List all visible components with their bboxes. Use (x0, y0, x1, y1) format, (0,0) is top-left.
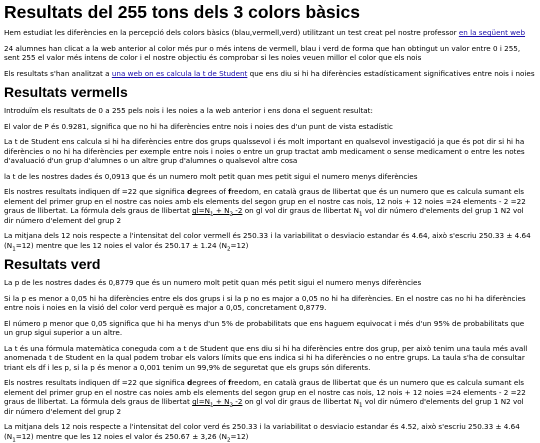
red-dof-formula: $gl=N_1 + N_2$ -2 (192, 206, 243, 218)
red-result: la t de les nostres dades és 0,0913 que és un numero molt petit quan mes petit sigui el numero menys diferències (4, 171, 418, 181)
section-heading-red: Resultats vermells (4, 84, 128, 100)
intro-link[interactable]: en la següent web (458, 28, 526, 37)
red-intro: Introduïm els resultats de 0 a 255 pels nois i les noies a la web anterior i ens dona el seguent resultat: (4, 106, 373, 115)
intro-text: Hem estudiat les diferències en la percepció dels colors bàsics (blau,vermell,verd) utilitzant un test creat pel nostre professor (4, 28, 459, 37)
green-t-table: La t és una fórmula matemàtica coneguda com a t de Student que ens diu si hi ha diferències entre dos grup, per això tenim una taula més avall anomenada t de Student en la qual podem trobar els valors límits que ens indica si hi ha diferències o no entre grups. La taula s'ha de consultar triant els df i les p, si la p és menor a 0,001 tenim un 99,9% de seguretat que els grups són diferents. (4, 343, 528, 372)
analysis-link[interactable]: una web on es calcula la t de Student (111, 68, 248, 78)
participants-paragraph: 24 alumnes han clicat a la web anterior al color més pur o més intens de vermell, blau i verd de forma que han obtingut un valor entre 0 i 255, sent 255 el valor més intens de color i el nostre objectiu és comprobar si les noies veuen millor el color que els nois (4, 43, 521, 62)
analysis-paragraph (4, 69, 535, 79)
green-p-value: La p de les nostres dades és 0,8779 que és un numero molt petit quan més petit sigui el numero menys diferències (4, 278, 422, 287)
red-p-value: El valor de P és 0.9281, significa que no hi ha diferències entre nois i noies des d'un punt de vista estadístic (4, 121, 393, 131)
green-p-explanation: El número p menor que 0,05 significa que hi ha menys d'un 5% de probabilitats que ens haguem equivocat i més d'un 95% de probabilitats que un grup sigui superior a un altre. (4, 318, 525, 337)
section-heading-green: Resultats verd (4, 256, 101, 272)
page-title: Resultats del 255 tons dels 3 colors bàsics (4, 2, 360, 22)
red-t-student: La t de Student ens calcula si hi ha diferències entre dos grups qualssevol i és molt important en qualsevol investigació ja que és pot dir si hi ha diferències o no hi ha diferències per exemple entre nois i noies o entre un grup tractat amb medicament o sense medicament o entre les notes d'avaluació d'un grup d'alumnes o un altre grup d'alumnes o qualsevol altre cosa (4, 137, 525, 165)
green-mean: La mitjana dels 12 nois respecte a l'intensitat del color verd és 250.33 i la variabilitat o desviacio estandar és 4.52, això s'escriu 250.33 ± 4.64 $(N_1=12)$ mentre que les 12 noies el valor és 250.67 ± 3,26 $(N_2=12)$ (4, 422, 520, 443)
green-significance: Si la p es menor a 0,05 hi ha diferències entre els dos grups i si la p no es major a 0,05 no hi ha diferències. En el nostre cas no hi ha diferències entre nois i noies en la visió del color verd perquè es major a 0,05, concretament 0,8779. (4, 293, 526, 312)
green-dof-formula: $gl=N_1 + N_2$ -2 (192, 397, 243, 409)
intro-paragraph (4, 28, 535, 38)
analysis-text-before: Els resultats s'han analitzat a (4, 68, 112, 78)
red-mean: La mitjana dels 12 nois respecte a l'intensitat del color vermell és 250.33 i la variabilitat o desviacio estandar és 4.64, això s'escriu 250.33 ± 4.64 $(N_1=12)$ mentre que les 12 noies el valor és 250.17 ± 1.24 $(N_2=12)$ (4, 231, 531, 252)
red-dof: Els nostres resultats indiquen df =22 que significa degrees of freedom, en català graus de llibertat que és un numero que es calcula sumant els element del primer grup en el nostre cas noies amb els elements del segon grup en el nostre cas nois, 12 nois + 12 noies =24 elements - 2 =22 graus de llibertat. La fórmula dels graus de llibertat $gl=N_1 + N_2$ -2 on gl vol dir graus de llibertat $N_1$ vol dir número d'elements del grup 1 N2 vol dir número d'element del grup 2 (4, 187, 526, 225)
green-dof: Els nostres resultats indiquen df =22 que significa degrees of freedom, en català graus de llibertat que és un numero que es calcula sumant els element del primer grup en el nostre cas noies amb els elements del segon grup en el nostre cas nois, 12 nois + 12 noies =24 elements - 2 =22 graus de llibertat. La fórmula dels graus de llibertat $gl=N_1 + N_2$ -2 on gl vol dir graus de llibertat $N_1$ vol dir número d'elements del grup 1 N2 vol dir número d'element del grup 2 (4, 378, 526, 416)
analysis-text-after: que ens diu si hi ha diferències estadísticament significatives entre nois i noies (249, 68, 535, 78)
